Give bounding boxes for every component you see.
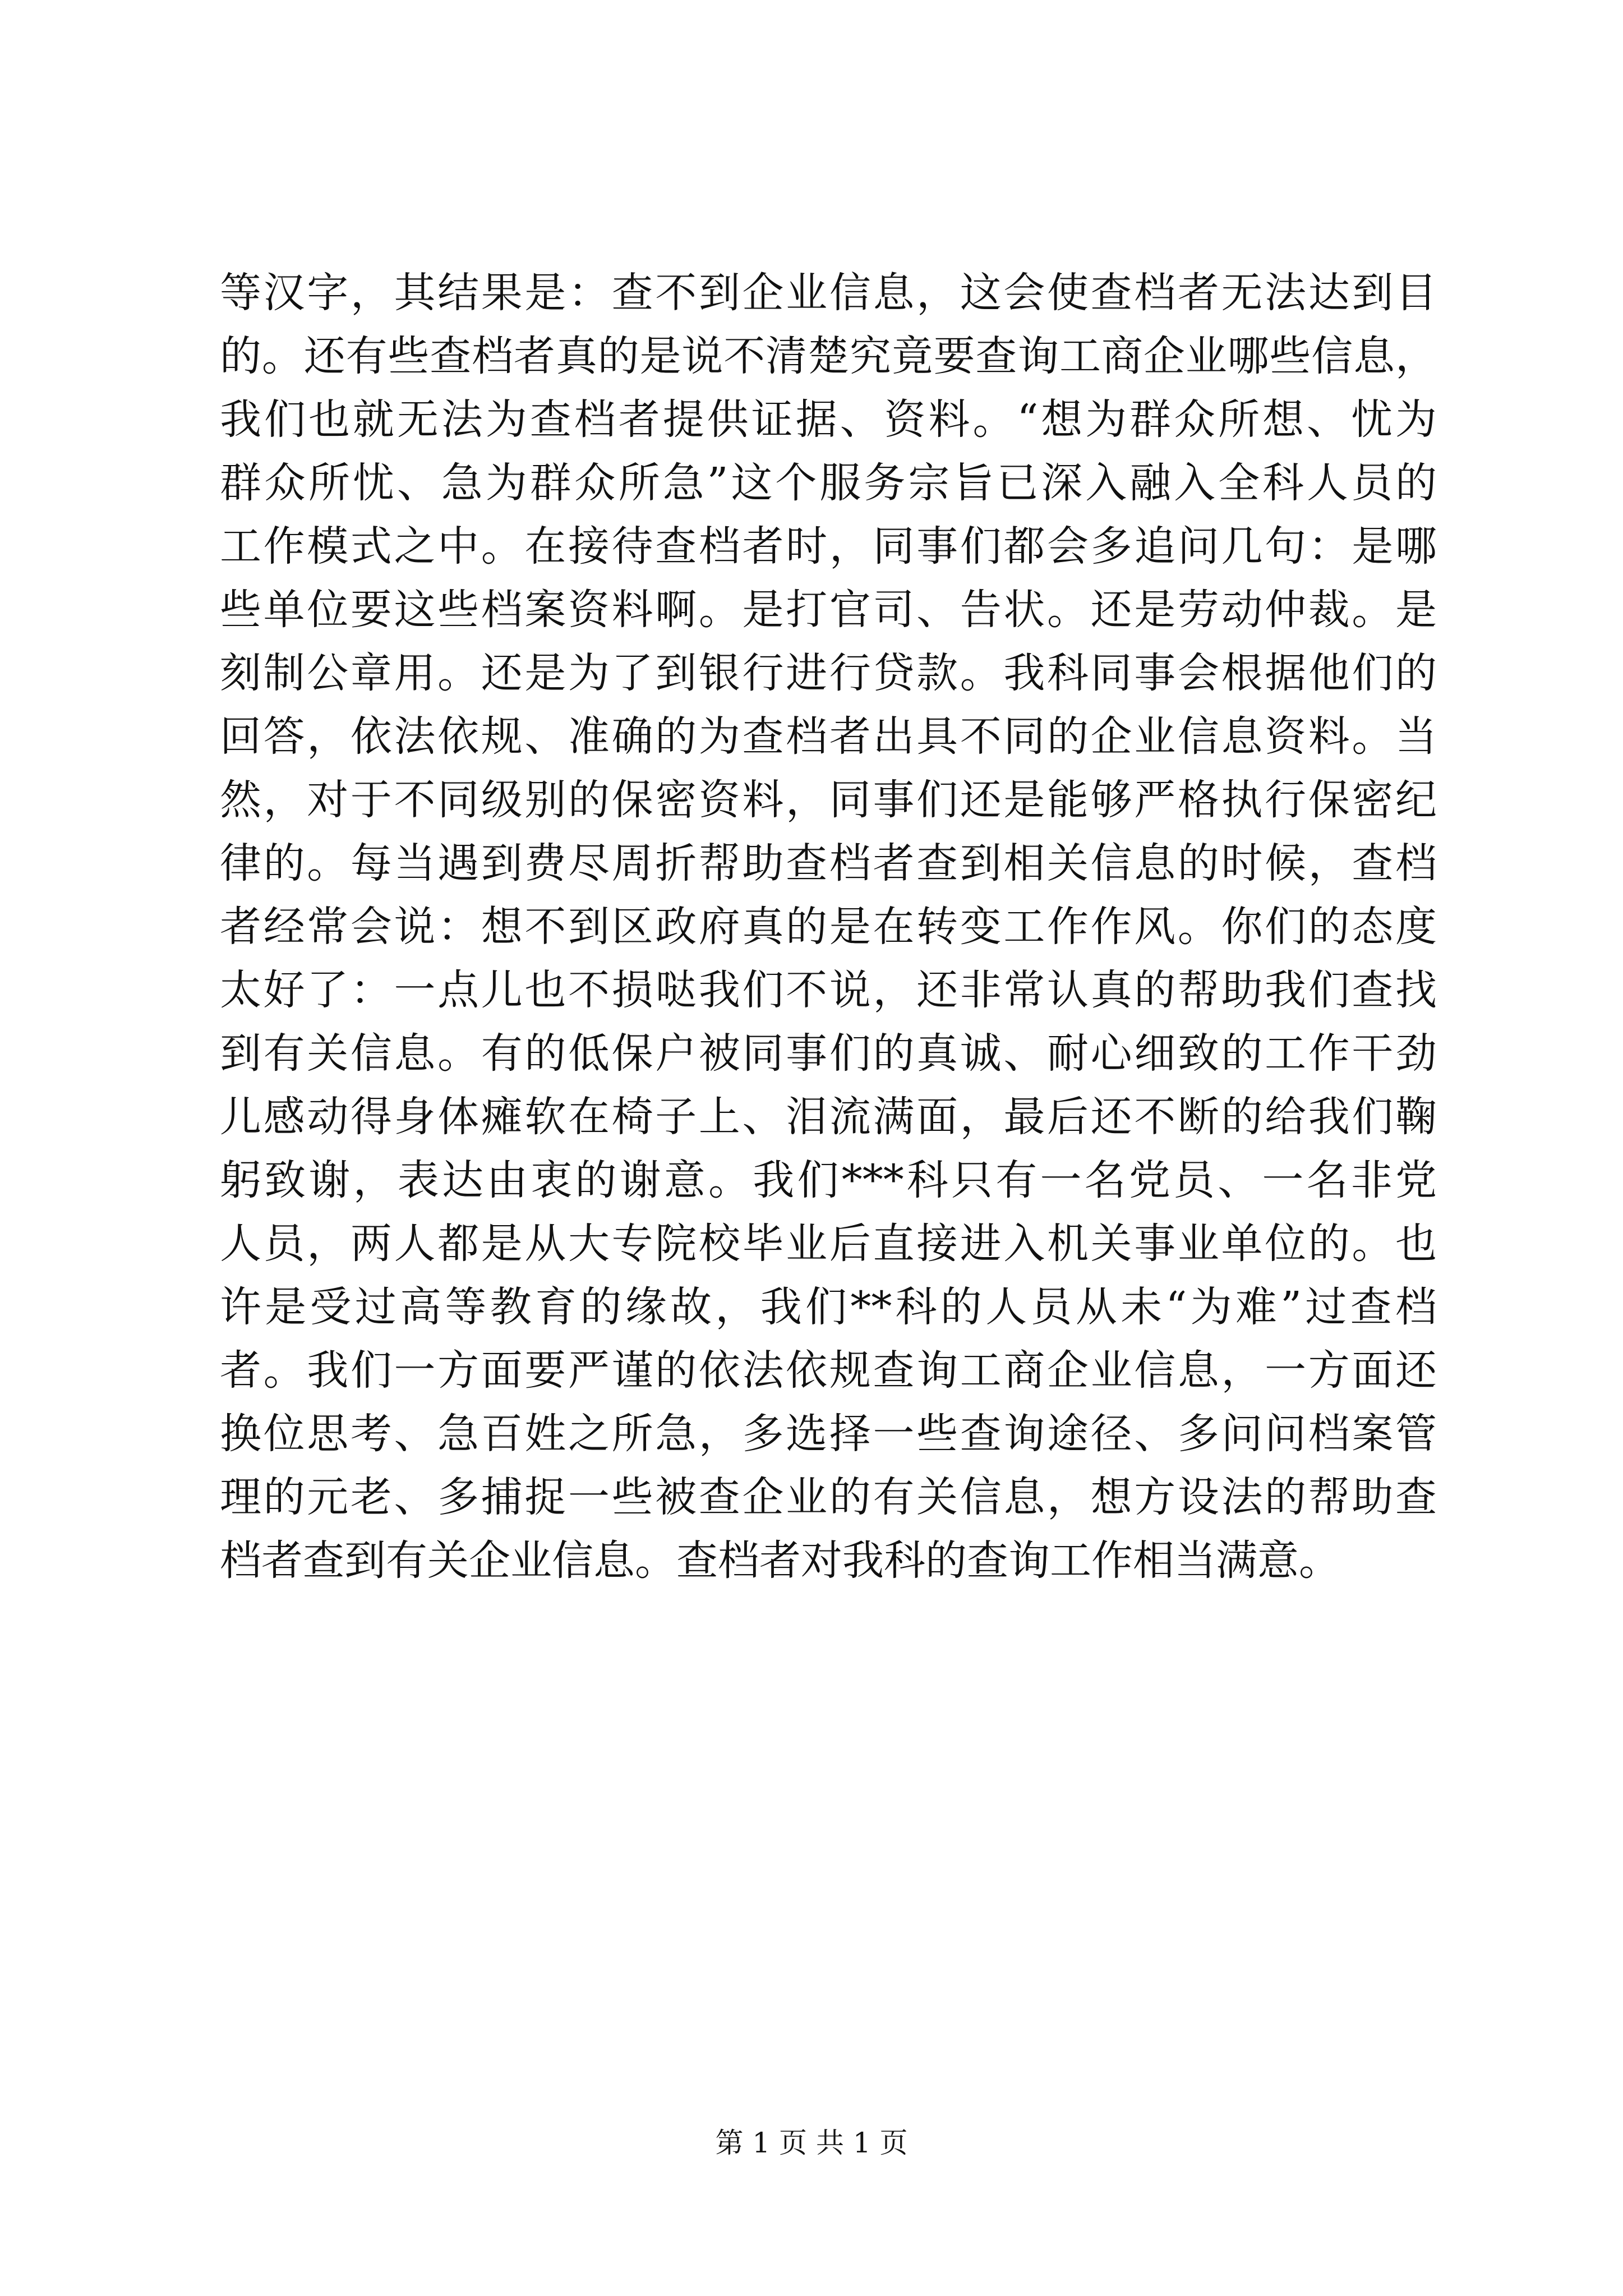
text-line: 换位思考、急百姓之所急，多选择一些查询途径、多问问档案管	[220, 1410, 1437, 1458]
text-line: 群众所忧、急为群众所急”这个服务宗旨已深入融入全科人员的	[220, 459, 1437, 507]
text-line: 人员，两人都是从大专院校毕业后直接进入机关事业单位的。也	[220, 1220, 1437, 1268]
text-line: 太好了：一点儿也不损哒我们不说，还非常认真的帮助我们查找	[220, 966, 1437, 1014]
text-line: 的。还有些查档者真的是说不清楚究竟要查询工商企业哪些信息，	[220, 332, 1437, 380]
text-line: 律的。每当遇到费尽周折帮助查档者查到相关信息的时候，查档	[220, 839, 1437, 887]
text-line: 回答，依法依规、准确的为查档者出具不同的企业信息资料。当	[220, 712, 1437, 761]
text-line: 我们也就无法为查档者提供证据、资料。“想为群众所想、忧为	[220, 395, 1437, 444]
page-footer: 第 1 页 共 1 页	[715, 2127, 908, 2159]
text-line: 工作模式之中。在接待查档者时，同事们都会多追问几句：是哪	[220, 522, 1437, 570]
text-line: 躬致谢，表达由衷的谢意。我们***科只有一名党员、一名非党	[220, 1156, 1437, 1204]
body-paragraph	[220, 261, 1437, 1593]
text-line: 些单位要这些档案资料啊。是打官司、告状。还是劳动仲裁。是	[220, 586, 1437, 634]
text-line: 等汉字，其结果是：查不到企业信息，这会使查档者无法达到目	[220, 269, 1437, 317]
text-line: 者经常会说：想不到区政府真的是在转变工作作风。你们的态度	[220, 903, 1437, 951]
text-line: 档者查到有关企业信息。查档者对我科的查询工作相当满意。	[220, 1536, 1340, 1585]
text-line: 然，对于不同级别的保密资料，同事们还是能够严格执行保密纪	[220, 776, 1437, 824]
text-line: 到有关信息。有的低保户被同事们的真诚、耐心细致的工作干劲	[220, 1029, 1437, 1078]
text-line: 刻制公章用。还是为了到银行进行贷款。我科同事会根据他们的	[220, 649, 1437, 697]
text-line: 理的元老、多捕捉一些被查企业的有关信息，想方设法的帮助查	[220, 1473, 1437, 1521]
text-line: 者。我们一方面要严谨的依法依规查询工商企业信息，一方面还	[220, 1346, 1437, 1395]
text-line: 儿感动得身体瘫软在椅子上、泪流满面，最后还不断的给我们鞠	[220, 1093, 1437, 1141]
text-line: 许是受过高等教育的缘故，我们**科的人员从未“为难”过查档	[220, 1283, 1437, 1331]
